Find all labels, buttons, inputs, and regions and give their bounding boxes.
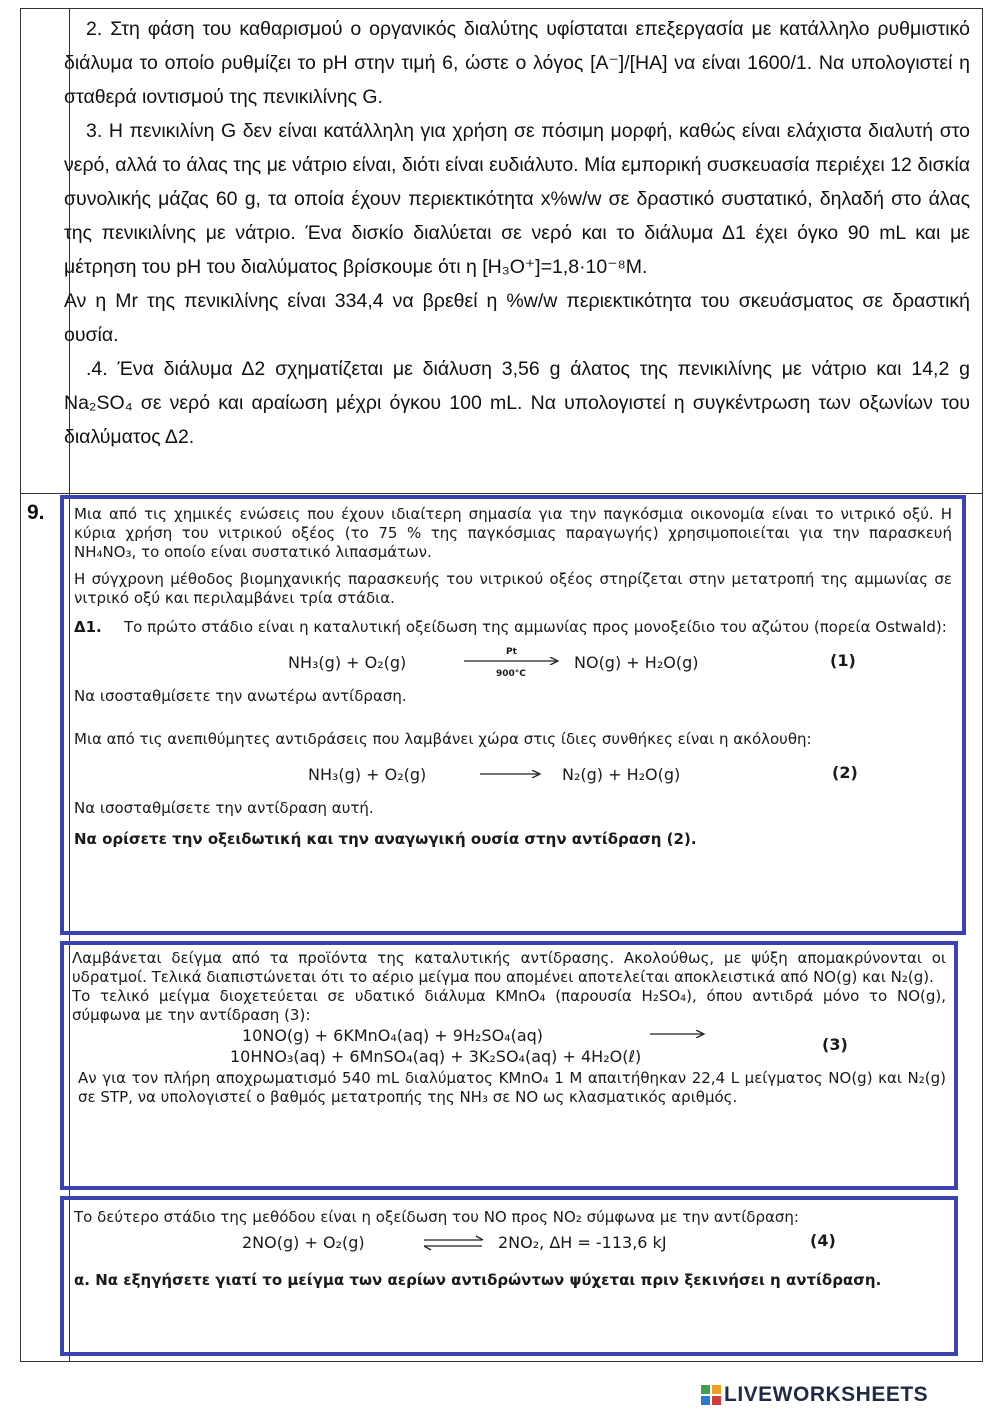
titration-question: Αν για τον πλήρη αποχρωματισμό 540 mL διαλύματος KMnO₄ 1 M απαιτήθηκαν 22,4 L μείγματος NO(g) και N₂(g) σε STP, να υπολογιστεί ο βαθμός μετατροπής της NH₃ σε NO ως κλασματικός αριθμός. xyxy=(78,1069,946,1106)
eq4-reactants: 2NO(g) + O₂(g) xyxy=(242,1233,365,1252)
intro-paragraph-1: Μια από τις χημικές ενώσεις που έχουν ιδιαίτερη σημασία για την παγκόσμια οικονομία είναι το νιτρικό οξύ. Η κύρια χρήση του νιτρικού οξέος (το 75 % της παγκόσμιας παραγωγής) χρησιμοποιείται για την παρασκευή NH₄NO₃, το οποίο είναι συστατικό λιπασμάτων. xyxy=(74,505,952,561)
eq2-reactants: NH₃(g) + O₂(g) xyxy=(308,765,427,784)
liveworksheets-logo-icon xyxy=(700,1384,722,1406)
top-section xyxy=(64,12,970,454)
eq2-arrow-icon xyxy=(480,770,546,778)
row-divider xyxy=(21,493,982,494)
eq4-products: 2NO₂, ΔH = -113,6 kJ xyxy=(498,1233,667,1252)
sample-paragraph: Λαμβάνεται δείγμα από τα προϊόντα της καταλυτικής αντίδρασης. Ακολούθως, με ψύξη απομακρύνονται οι υδρατμοί. Τελικά διαπιστώνεται ότι το αέριο μείγμα που απομένει αποτελείται αποκλειστικά από NO(g) και N₂(g). xyxy=(72,949,946,986)
d1-label: Δ1. xyxy=(74,618,102,636)
question-number: 9. xyxy=(27,501,45,524)
eq3-products: 10HNO₃(aq) + 6MnSO₄(aq) + 3K₂SO₄(aq) + 4H₂O(ℓ) xyxy=(230,1047,642,1066)
second-stage-text: Το δεύτερο στάδιο της μεθόδου είναι η οξείδωση του NO προς NO₂ σύμφωνα με την αντίδραση: xyxy=(74,1208,799,1226)
eq1-number: (1) xyxy=(830,651,856,670)
item-3-question: Αν η Mr της πενικιλίνης είναι 334,4 να βρεθεί η %w/w περιεκτικότητα του σκευάσματος σε δραστική ουσία. xyxy=(64,290,970,346)
d1-row xyxy=(74,618,952,637)
eq1-products: NO(g) + H₂O(g) xyxy=(574,653,699,672)
equation-1 xyxy=(74,645,952,679)
equilibrium-arrow-icon xyxy=(422,1235,486,1251)
equation-4 xyxy=(74,1227,944,1261)
item-3-text: 3. Η πενικιλίνη G δεν είναι κατάλληλη για χρήση σε πόσιμη μορφή, καθώς είναι ελάχιστα διαλυτή στο νερό, αλλά το άλας της με νάτριο είναι, διότι είναι ευδιάλυτο. Μία εμπορική συσκευασία περιέχει 12 δισκία συνολικής μάζας 60 g, τα οποία έχουν περιεκτικότητα x%w/w σε δραστικό συστατικό, δηλαδή στο άλας της πενικιλίνης με νάτριο. Ένα δισκίο διαλύεται σε νερό και το διάλυμα Δ1 έχει όγκο 90 mL και με μέτρηση του pH του διαλύματος βρίσκουμε ότι η [H₃O⁺]=1,8·10⁻⁸M. xyxy=(64,120,970,278)
question-box-1 xyxy=(60,495,966,935)
task-balance-2: Να ισοσταθμίσετε την αντίδραση αυτή. xyxy=(74,799,374,817)
intro-paragraph-2: Η σύγχρονη μέθοδος βιομηχανικής παρασκευής του νιτρικού οξέος στηρίζεται στην μετατροπή της αμμωνίας σε νιτρικό οξύ και περιλαμβάνει τρία στάδια. xyxy=(74,570,952,607)
item-4-text: .4. Ένα διάλυμα Δ2 σχηματίζεται με διάλυση 3,56 g άλατος της πενικιλίνης με νάτριο και 14,2 g Na₂SO₄ σε νερό και αραίωση μέχρι όγκου 100 mL. Να υπολογιστεί η συγκέντρωση των οξωνίων του διαλύματος Δ2. xyxy=(64,358,970,448)
eq1-reactants: NH₃(g) + O₂(g) xyxy=(288,653,407,672)
d1-text: Το πρώτο στάδιο είναι η καταλυτική οξείδωση της αμμωνίας προς μονοξείδιο του αζώτου (πορεία Ostwald): xyxy=(124,618,947,636)
logo-text: LIVEWORKSHEETS xyxy=(724,1383,929,1406)
question-alpha: α. Να εξηγήσετε γιατί το μείγμα των αερίων αντιδρώντων ψύχεται πριν ξεκινήσει η αντίδραση. xyxy=(74,1271,882,1289)
equation-3 xyxy=(72,1025,946,1069)
task-balance-1: Να ισοσταθμίσετε την ανωτέρω αντίδραση. xyxy=(74,687,407,705)
eq2-number: (2) xyxy=(832,763,858,782)
task-oxidant-reductant: Να ορίσετε την οξειδωτική και την αναγωγική ουσία στην αντίδραση (2). xyxy=(74,830,697,848)
kmno4-paragraph: Το τελικό μείγμα διοχετεύεται σε υδατικό διάλυμα KMnO₄ (παρουσία H₂SO₄), όπου αντιδρά μόνο το NO(g), σύμφωνα με την αντίδραση (3): xyxy=(72,987,946,1024)
eq1-catalyst: Pt xyxy=(506,647,517,657)
item-2-text: 2. Στη φάση του καθαρισμού ο οργανικός διαλύτης υφίσταται επεξεργασία με κατάλληλο ρυθμιστικό διάλυμα το οποίο ρυθμίζει το pH στην τιμή 6, ώστε ο λόγος [A⁻]/[HA] να είναι 1600/1. Να υπολογιστεί η σταθερά ιοντισμού της πενικιλίνης G. xyxy=(64,18,970,108)
equation-2 xyxy=(74,761,952,795)
eq1-temperature: 900°C xyxy=(496,669,526,679)
eq3-reactants: 10NO(g) + 6KMnO₄(aq) + 9H₂SO₄(aq) xyxy=(242,1026,544,1045)
eq3-arrow-icon xyxy=(650,1030,710,1038)
eq4-number: (4) xyxy=(810,1231,836,1250)
liveworksheets-logo xyxy=(700,1383,928,1407)
eq1-arrow-icon xyxy=(464,657,564,665)
eq2-products: N₂(g) + H₂O(g) xyxy=(562,765,681,784)
side-reaction-text: Μια από τις ανεπιθύμητες αντιδράσεις που λαμβάνει χώρα στις ίδιες συνθήκες είναι η ακόλουθη: xyxy=(74,730,812,748)
eq3-number: (3) xyxy=(822,1035,848,1054)
question-box-2 xyxy=(60,941,958,1190)
question-box-3 xyxy=(60,1196,958,1356)
